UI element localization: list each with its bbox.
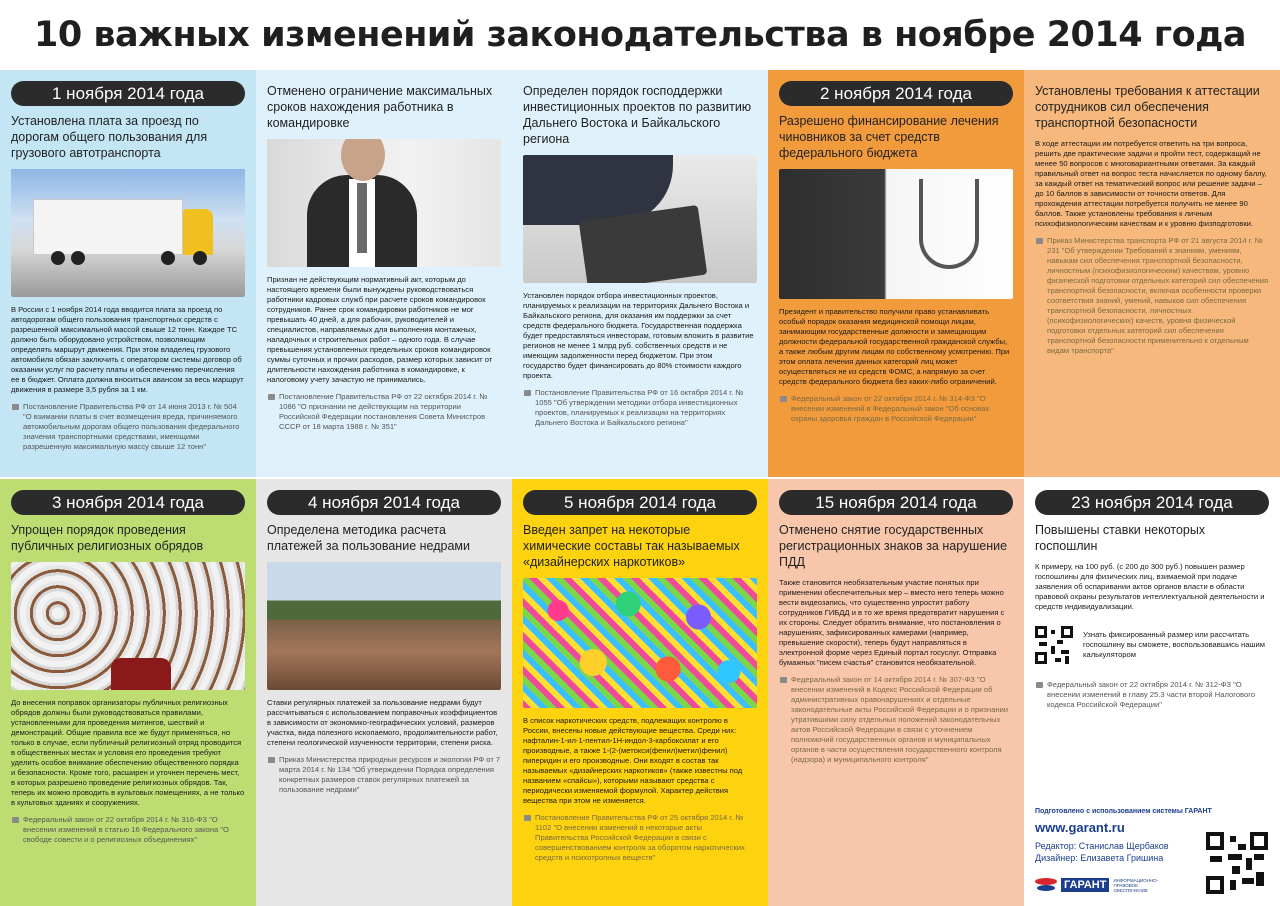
card-heading: Отменено снятие государственных регистрационных знаков за нарушение ПДД: [779, 523, 1008, 569]
card-heading: Определен порядок господдержки инвестиционных проектов по развитию Дальнего Востока и Байкальского региона: [523, 84, 752, 146]
card-heading: Разрешено финансирование лечения чиновников за счет средств федерального бюджета: [779, 114, 999, 160]
card-body: Установлен порядок отбора инвестиционных проектов, планируемых к реализации на территориях Дальнего Востока и Байкальского региона, для оказания им поддержки за счет средств федерального бюджета. Государственная поддержка будет предоставляться инвесторам, готовым вложить в развитие регионов не менее 1 млрд руб. собственных средств и не имеющим задолженности перед бюджетом. При этом государство будет финансировать до 80% стоимости каждого проекта.: [523, 291, 754, 380]
qr-code-icon[interactable]: [1206, 832, 1268, 894]
card-body: В России с 1 ноября 2014 года вводится плата за проезд по автодорогам общего пользования транспортных средств с разрешенной максимальной массой свыше 12 тонн. Каждое ТС должно быть оборудовано устройством, позволяющим определять маршрут движения. При этом владелец грузового автомобиля обязан заключить с оператором системы договор об оказании услуг по расчету платы и обеспечению перечисления ее в бюджет. Оплата должна вноситься авансом за весь маршрут движения в размере 3,5 рубля за 1 км.: [11, 305, 244, 394]
card-body: Признан не действующим нормативный акт, которым до настоящего времени были вынуждены руководствоваться работники кадровых служб при расчете сроков командировок сотрудников. Ранее срок командировки работников не мог превышать 40 дней, а для рабочих, руководителей и специалистов, направляемых для выполнения монтажных, наладочных и строительных работ – одного года. В случае превышения установленных предельных сроков командировок суммы суточных и прочих расходов, размер которых зависит от длительности нахождения работника в командировке, к налоговому учету зачастую не принимались.: [267, 275, 493, 384]
editor-credit: Редактор: Станислав Щербаков: [1035, 841, 1169, 851]
card-source: Постановление Правительства РФ от 25 октября 2014 г. № 1102 "О внесении изменений в некоторые акты Правительства Российской Федерации в связи с совершенствованием контроля за оборотом наркотических средств и психотропных веществ": [523, 813, 757, 863]
card-source: Постановление Правительства РФ от 16 октября 2014 г. № 1055 "Об утверждении методики отбора инвестиционных проектов, планируемых к реализации на территориях Дальнего Востока и Байкальского региона": [523, 388, 757, 428]
card-body: До внесения поправок организаторы публичных религиозных обрядов должны были руководствоваться правилами, установленными для проведения митингов, шествий и демонстраций. Общие правила все же будут применяться, но только в случае, если публичный религиозный отряд проводится в общественных местах и условия его проведения требуют уделить особое внимание обеспечению общественного порядка и безопасности. Кроме того, расширен и уточнен перечень мест, в которых разрешено проведение религиозных обрядов. Так, теперь их можно проводить в культовых помещениях, а не только в культовых зданиях и сооружениях.: [11, 698, 245, 807]
card-source: Федеральный закон от 22 октября 2014 г. № 316-ФЗ "О внесении изменений в статью 16 Федерального закона "О свободе совести и о религиозных объединениях": [11, 815, 245, 845]
site-link[interactable]: www.garant.ru: [1035, 820, 1125, 835]
news-grid: [0, 70, 1280, 906]
card-heading: Отменено ограничение максимальных сроков нахождения работника в командировке: [267, 84, 493, 130]
card-heading: Повышены ставки некоторых госпошлин: [1035, 523, 1206, 553]
card-heading: Установлены требования к аттестации сотрудников сил обеспечения транспортной безопасности: [1035, 84, 1260, 130]
news-card-3: [512, 70, 768, 477]
prayer-image: [11, 562, 245, 690]
truck-image: [11, 169, 245, 297]
news-card-7: [256, 479, 512, 906]
news-card-1: [0, 70, 256, 477]
date-badge: 15 ноября 2014 года: [779, 490, 1013, 515]
designer-credit: Дизайнер: Елизавета Гришина: [1035, 853, 1164, 863]
card-source: Федеральный закон от 22 октября 2014 г. № 312-ФЗ "О внесении изменений в главу 25.3 части второй Налогового кодекса Российской Федерации": [1035, 680, 1269, 710]
card-source: Приказ Министерства природных ресурсов и экологии РФ от 7 марта 2014 г. № 134 "Об утверждении Порядка определения конкретных размеров ставок регулярных платежей за пользование недрами": [267, 755, 501, 795]
card-source: Постановление Правительства РФ от 22 октября 2014 г. № 1086 "О признании не действующим на территории Российской Федерации постановления Совета Министров СССР от 18 марта 1988 г. № 351": [267, 392, 501, 432]
date-badge: 1 ноября 2014 года: [11, 81, 245, 106]
news-card-5: [1024, 70, 1280, 477]
news-card-4: [768, 70, 1024, 477]
card-source: Постановление Правительства РФ от 14 июня 2013 г. № 504 "О взимании платы в счет возмещения вреда, причиняемого автомобильным дорогам общего пользования федерального значения транспортными средствами, имеющими разрешенную максимальную массу свыше 12 тонн": [11, 402, 245, 452]
prepared-with: Подготовлено с использованием системы ГАРАНТ: [1035, 808, 1212, 815]
card-body: К примеру, на 100 руб. (с 200 до 300 руб.) повышен размер госпошлины для физических лиц, взимаемой при подаче заявления об оспаривании актов органов власти в области правовой охраны результатов интеллектуальной деятельности и средств индивидуализации.: [1035, 562, 1265, 611]
businessman-image: [267, 139, 501, 267]
card-heading: Упрощен порядок проведения публичных религиозных обрядов: [11, 523, 204, 553]
card-body: В ходе аттестации им потребуется ответить на три вопроса, решить две практические задачи и пройти тест, содержащий не менее 50 вопросов с многовариантными ответами. За каждый правильный ответ на вопрос теста начисляется по одному баллу, за каждый ответ на тематический вопрос или решение задачи – до 10 баллов в зависимости от точности ответов. Для прохождения аттестации потребуется получить не менее 90 баллов. Также установлены требования к личным психофизиологическим качествам и к уровню физподготовки.: [1035, 139, 1267, 228]
calculator-image: [523, 155, 757, 283]
date-badge: 4 ноября 2014 года: [267, 490, 501, 515]
card-source: Федеральный закон от 14 октября 2014 г. № 307-ФЗ "О внесении изменений в Кодекс Российской Федерации об административных правонарушениях и отдельные законодательные акты Российской Федерации и о признании утратившими силу отдельных положений законодательных актов Российской Федерации в связи с уточнением полномочий государственных органов и муниципальных органов в части осуществления государственного контроля (надзора) и муниципального контроля": [779, 675, 1013, 765]
date-badge: 2 ноября 2014 года: [779, 81, 1013, 106]
page-title: 10 важных изменений законодательства в ноябре 2014 года: [33, 15, 1247, 55]
quarry-image: [267, 562, 501, 690]
card-body: В список наркотических средств, подлежащих контролю в России, внесены новые действующие вещества. Среди них: нафталин-1-ил-1-пентил-1Н-индол-3-карбоксилат и его производные, а также 1-(2-(метокси(фенил)метил)фенил) пиперидин и его производные. Они входят в состав так называемых «дизайнерских наркотиков» (также известны под названием «спайсы»), которыми называют средства с периодически изменяемой формулой. Характер действия вещества при этом не изменяется.: [523, 716, 743, 805]
garant-logo-icon: [1035, 876, 1057, 894]
date-badge: 23 ноября 2014 года: [1035, 490, 1269, 515]
card-heading: Введен запрет на некоторые химические составы так называемых «дизайнерских наркотиков»: [523, 523, 740, 569]
logo-subtitle: ИНФОРМАЦИОННО-ПРАВОВОЕ ОБЕСПЕЧЕНИЕ: [1113, 877, 1159, 893]
card-heading: Определена методика расчета платежей за пользование недрами: [267, 523, 470, 553]
card-body: Ставки регулярных платежей за пользование недрами будут рассчитываться с использованием поправочных коэффициентов в зависимости от экономико-географических условий, размеров участка, вида полезного ископаемого, продолжительности работ, степени геологической изученности территории, степени риска.: [267, 698, 498, 747]
chemical-pattern-image: [523, 578, 757, 708]
news-card-9: [768, 479, 1024, 906]
date-badge: 5 ноября 2014 года: [523, 490, 757, 515]
logo-text: ГАРАНТ: [1061, 878, 1109, 892]
calculator-note: Узнать фиксированный размер или рассчитать госпошлину вы сможете, воспользовавшись нашим калькулятором: [1083, 630, 1265, 659]
news-card-2: [256, 70, 512, 477]
card-source: Приказ Министерства транспорта РФ от 21 августа 2014 г. № 231 "Об утверждении Требований к знаниям, умениям, навыкам сил обеспечения транспортной безопасности, личностным (психофизиологическим) качествам, уровню физической подготовки отдельных категорий сил обеспечения транспортной безопасности, включая особенности проверки соответствия знаний, умений, навыков сил обеспечения транспортной безопасности, личностных (психофизиологических) качеств, уровня физической подготовки отдельных категорий сил обеспечения транспортной безопасности применительно к отдельным видам транспорта": [1035, 236, 1269, 356]
card-body: Также становится необязательным участие понятых при применении обеспечительных мер – вместо него теперь можно вести видеозапись, что существенно упростит работу сотрудников ГИБДД и в то же время предотвратит нарушения с их стороны. Следует обратить внимание, что постановления о нарушениях, зафиксированных камерами (например, превышение скорости), теперь будут направляться в электронной форме через Единый портал госуслуг. Отправка бумажных "писем счастья" становится необязательной.: [779, 578, 1005, 667]
qr-code-icon[interactable]: [1035, 626, 1073, 664]
card-source: Федеральный закон от 22 октября 2014 г. № 314-ФЗ "О внесении изменений в Федеральный закон "Об основах охраны здоровья граждан в Российской Федерации": [779, 394, 1013, 424]
card-body: Президент и правительство получили право устанавливать особый порядок оказания медицинской помощи лицам, занимающим государственные должности и замещающим должности федеральной государственной гражданской службы, а также любым другим лицам по собственному усмотрению. При этом оплата лечения данных категорий лиц может осуществляться не из средств ФОМС, а напрямую за счет средств федерального бюджета без каких-либо ограничений.: [779, 307, 1010, 386]
card-heading: Установлена плата за проезд по дорогам общего пользования для грузового автотранспорта: [11, 114, 208, 160]
news-card-8: [512, 479, 768, 906]
news-card-10: [1024, 479, 1280, 906]
news-card-6: [0, 479, 256, 906]
date-badge: 3 ноября 2014 года: [11, 490, 245, 515]
doctor-image: [779, 169, 1013, 299]
